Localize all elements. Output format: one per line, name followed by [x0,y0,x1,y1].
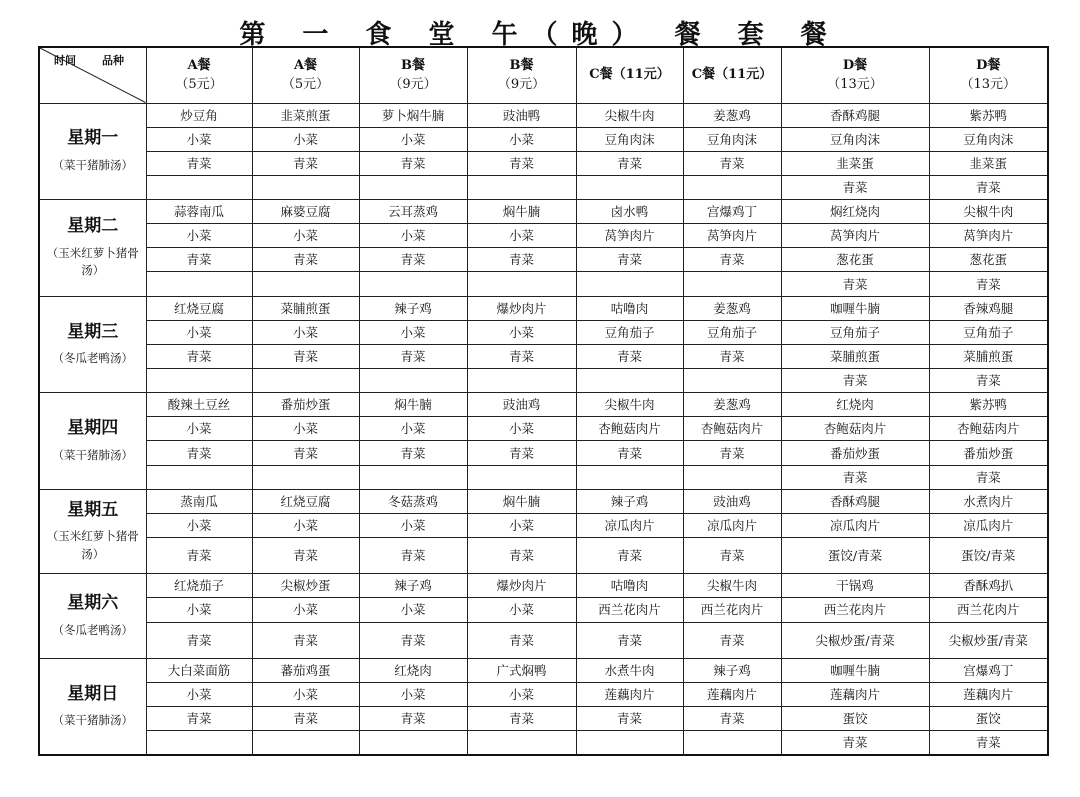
dish-cell: 青菜 [359,441,467,465]
dish-cell [252,175,359,199]
dish-cell: 辣子鸡 [359,574,467,598]
table-row [39,622,1048,658]
dish-cell: 尖椒炒蛋 [252,574,359,598]
dish-cell: 小菜 [146,513,252,537]
dish-cell: 小菜 [146,598,252,622]
dish-cell [576,272,683,296]
dish-cell [683,369,781,393]
header-cell [929,47,1048,103]
dish-cell: 尖椒牛肉 [929,200,1048,224]
dish-cell [146,369,252,393]
dish-cell: 青菜 [576,622,683,658]
dish-cell [359,369,467,393]
dish-cell: 青菜 [146,538,252,574]
dish-cell: 小菜 [467,224,576,248]
dish-cell: 青菜 [146,248,252,272]
dish-cell: 爆炒肉片 [467,296,576,320]
table-row [39,489,1048,513]
dish-cell: 小菜 [252,598,359,622]
dish-cell: 小菜 [359,320,467,344]
table-row [39,103,1048,127]
dish-cell: 青菜 [683,622,781,658]
dish-cell: 小菜 [252,320,359,344]
dish-cell: 红烧肉 [359,658,467,682]
day-cell [39,489,146,574]
dish-cell: 宫爆鸡丁 [929,658,1048,682]
dish-cell: 小菜 [252,224,359,248]
meal-name: A餐 [187,57,211,73]
header-cell [683,47,781,103]
dish-cell: 杏鲍菇肉片 [683,417,781,441]
dish-cell: 豉油鸭 [467,103,576,127]
dish-cell: 焖牛腩 [467,200,576,224]
table-row [39,272,1048,296]
dish-cell: 小菜 [467,127,576,151]
dish-cell: 香酥鸡腿 [781,103,929,127]
day-label: 星期一 [67,128,119,149]
dish-cell: 番茄炒蛋 [252,393,359,417]
dish-cell: 小菜 [252,127,359,151]
dish-cell: 凉瓜肉片 [929,513,1048,537]
menu-body [39,103,1048,755]
dish-cell: 焖牛腩 [467,489,576,513]
dish-cell: 青菜 [252,151,359,175]
dish-cell: 爆炒肉片 [467,574,576,598]
day-cell [39,296,146,393]
meal-price: （13元） [827,77,883,93]
dish-cell: 紫苏鸭 [929,103,1048,127]
menu-table [38,46,1049,756]
dish-cell: 蛋饺/青菜 [929,538,1048,574]
meal-price: （9元） [389,77,437,93]
dish-cell: 小菜 [252,417,359,441]
dish-cell: 青菜 [467,344,576,368]
dish-cell: 青菜 [929,369,1048,393]
dish-cell: 焖牛腩 [359,393,467,417]
dish-cell: 西兰花肉片 [781,598,929,622]
dish-cell: 青菜 [467,441,576,465]
dish-cell: 小菜 [252,682,359,706]
dish-cell: 青菜 [781,272,929,296]
dish-cell: 冬菇蒸鸡 [359,489,467,513]
dish-cell: 青菜 [781,175,929,199]
dish-cell: 青菜 [683,344,781,368]
dish-cell: 小菜 [467,598,576,622]
dish-cell: 青菜 [252,707,359,731]
header-cell [146,47,252,103]
corner-time-label: 时间 [54,54,76,67]
dish-cell: 蒸南瓜 [146,489,252,513]
dish-cell: 辣子鸡 [683,658,781,682]
dish-cell: 豆角肉沫 [683,127,781,151]
dish-cell: 小菜 [359,598,467,622]
dish-cell: 蒜蓉南瓜 [146,200,252,224]
dish-cell: 杏鲍菇肉片 [781,417,929,441]
dish-cell: 菜脯煎蛋 [252,296,359,320]
dish-cell [467,731,576,755]
table-row [39,224,1048,248]
dish-cell: 尖椒炒蛋/青菜 [781,622,929,658]
dish-cell: 尖椒炒蛋/青菜 [929,622,1048,658]
dish-cell: 凉瓜肉片 [781,513,929,537]
header-cell [781,47,929,103]
table-row [39,151,1048,175]
dish-cell: 青菜 [683,441,781,465]
table-row [39,538,1048,574]
dish-cell [252,731,359,755]
dish-cell: 青菜 [576,441,683,465]
dish-cell: 青菜 [576,151,683,175]
dish-cell: 青菜 [683,151,781,175]
dish-cell: 咖喱牛腩 [781,658,929,682]
dish-cell: 麻婆豆腐 [252,200,359,224]
meal-price: （5元） [175,77,223,93]
dish-cell: 青菜 [252,441,359,465]
day-label: 星期六 [67,593,119,614]
meal-name: C餐（11元） [589,67,670,83]
soup-label: （菜干猪肺汤） [52,157,133,172]
dish-cell: 卤水鸭 [576,200,683,224]
dish-cell [576,731,683,755]
table-row [39,574,1048,598]
dish-cell: 云耳蒸鸡 [359,200,467,224]
day-label: 星期日 [67,683,119,704]
dish-cell: 韭菜煎蛋 [252,103,359,127]
dish-cell: 水煮肉片 [929,489,1048,513]
table-row [39,344,1048,368]
dish-cell: 红烧豆腐 [146,296,252,320]
table-row [39,465,1048,489]
day-cell [39,574,146,659]
dish-cell [576,369,683,393]
corner-header-cell [39,47,146,103]
dish-cell [683,175,781,199]
dish-cell [252,465,359,489]
header-row [39,47,1048,103]
soup-label: （冬瓜老鸭汤） [52,350,133,365]
dish-cell: 莲藕肉片 [781,682,929,706]
corner-item-label: 品种 [102,54,124,67]
dish-cell: 青菜 [929,175,1048,199]
dish-cell: 小菜 [359,513,467,537]
dish-cell [467,465,576,489]
dish-cell [467,175,576,199]
table-row [39,248,1048,272]
dish-cell: 豆角肉沫 [576,127,683,151]
dish-cell: 番茄炒蛋 [929,441,1048,465]
dish-cell: 酸辣土豆丝 [146,393,252,417]
meal-price: （5元） [281,77,330,93]
table-row [39,682,1048,706]
dish-cell: 香酥鸡扒 [929,574,1048,598]
dish-cell: 水煮牛肉 [576,658,683,682]
dish-cell: 蛋饺 [929,707,1048,731]
dish-cell [146,175,252,199]
table-row [39,175,1048,199]
dish-cell: 蛋饺 [781,707,929,731]
dish-cell: 萝卜焖牛腩 [359,103,467,127]
dish-cell [252,272,359,296]
meal-name: B餐 [509,57,534,73]
dish-cell: 韭菜蛋 [781,151,929,175]
dish-cell: 辣子鸡 [359,296,467,320]
dish-cell: 青菜 [146,441,252,465]
day-label: 星期五 [67,500,119,521]
dish-cell: 尖椒牛肉 [576,393,683,417]
dish-cell: 葱花蛋 [781,248,929,272]
soup-label: （冬瓜老鸭汤） [52,622,133,637]
dish-cell [683,272,781,296]
dish-cell: 小菜 [359,224,467,248]
dish-cell: 咖喱牛腩 [781,296,929,320]
dish-cell [576,465,683,489]
table-row [39,320,1048,344]
header-cell [576,47,683,103]
dish-cell: 小菜 [359,417,467,441]
dish-cell: 青菜 [359,344,467,368]
dish-cell: 青菜 [359,707,467,731]
dish-cell: 小菜 [146,417,252,441]
dish-cell: 青菜 [781,369,929,393]
dish-cell: 紫苏鸭 [929,393,1048,417]
soup-label: （玉米红萝卜猪骨汤） [46,245,139,278]
dish-cell: 炒豆角 [146,103,252,127]
dish-cell: 香辣鸡腿 [929,296,1048,320]
dish-cell: 青菜 [576,538,683,574]
dish-cell: 姜葱鸡 [683,393,781,417]
dish-cell: 青菜 [467,151,576,175]
dish-cell: 咕噜肉 [576,296,683,320]
dish-cell: 豉油鸡 [467,393,576,417]
dish-cell [683,465,781,489]
dish-cell: 青菜 [929,731,1048,755]
dish-cell: 青菜 [252,344,359,368]
dish-cell: 西兰花肉片 [576,598,683,622]
dish-cell: 青菜 [146,344,252,368]
dish-cell: 青菜 [576,344,683,368]
dish-cell: 青菜 [252,538,359,574]
dish-cell: 小菜 [252,513,359,537]
table-row [39,731,1048,755]
day-label: 星期四 [67,418,119,439]
dish-cell: 青菜 [359,538,467,574]
dish-cell: 蛋饺/青菜 [781,538,929,574]
day-cell [39,103,146,200]
table-row [39,707,1048,731]
dish-cell: 小菜 [146,224,252,248]
dish-cell: 小菜 [146,682,252,706]
dish-cell [146,272,252,296]
dish-cell: 蕃茄鸡蛋 [252,658,359,682]
table-row [39,393,1048,417]
meal-name: D餐 [976,57,1001,73]
header-cell [467,47,576,103]
dish-cell: 青菜 [576,707,683,731]
dish-cell: 辣子鸡 [576,489,683,513]
meal-name: D餐 [842,57,868,73]
day-label: 星期二 [67,216,119,237]
dish-cell: 青菜 [467,622,576,658]
dish-cell: 干锅鸡 [781,574,929,598]
dish-cell: 杏鲍菇肉片 [929,417,1048,441]
meal-price: （9元） [497,77,546,93]
dish-cell: 青菜 [576,248,683,272]
table-row [39,658,1048,682]
dish-cell: 菜脯煎蛋 [929,344,1048,368]
dish-cell: 莲藕肉片 [929,682,1048,706]
dish-cell: 豆角茄子 [576,320,683,344]
dish-cell: 葱花蛋 [929,248,1048,272]
header-cell [359,47,467,103]
meal-name: A餐 [293,57,318,73]
dish-cell: 青菜 [252,248,359,272]
dish-cell: 番茄炒蛋 [781,441,929,465]
dish-cell: 宫爆鸡丁 [683,200,781,224]
dish-cell: 莲藕肉片 [683,682,781,706]
table-row [39,296,1048,320]
day-cell [39,200,146,297]
header-cell [252,47,359,103]
dish-cell: 小菜 [359,127,467,151]
dish-cell [359,272,467,296]
dish-cell [576,175,683,199]
table-row [39,598,1048,622]
dish-cell: 莴笋肉片 [576,224,683,248]
dish-cell: 青菜 [359,151,467,175]
dish-cell: 豆角肉沫 [929,127,1048,151]
dish-cell: 青菜 [683,538,781,574]
dish-cell: 莲藕肉片 [576,682,683,706]
dish-cell: 豆角茄子 [929,320,1048,344]
dish-cell: 青菜 [781,465,929,489]
dish-cell: 青菜 [146,707,252,731]
dish-cell: 小菜 [467,513,576,537]
dish-cell: 青菜 [683,707,781,731]
day-label: 星期三 [67,321,119,342]
table-row [39,441,1048,465]
table-row [39,127,1048,151]
dish-cell: 红烧肉 [781,393,929,417]
dish-cell: 凉瓜肉片 [683,513,781,537]
dish-cell: 青菜 [359,622,467,658]
dish-cell: 杏鲍菇肉片 [576,417,683,441]
dish-cell: 西兰花肉片 [929,598,1048,622]
dish-cell [146,731,252,755]
dish-cell: 凉瓜肉片 [576,513,683,537]
dish-cell: 焖红烧肉 [781,200,929,224]
dish-cell [359,175,467,199]
dish-cell: 韭菜蛋 [929,151,1048,175]
dish-cell: 西兰花肉片 [683,598,781,622]
dish-cell: 青菜 [929,272,1048,296]
dish-cell: 小菜 [467,320,576,344]
dish-cell [252,369,359,393]
dish-cell: 青菜 [683,248,781,272]
dish-cell: 莴笋肉片 [929,224,1048,248]
dish-cell: 莴笋肉片 [683,224,781,248]
dish-cell: 青菜 [781,731,929,755]
dish-cell: 青菜 [146,151,252,175]
table-row [39,417,1048,441]
dish-cell: 豆角肉沫 [781,127,929,151]
dish-cell: 青菜 [252,622,359,658]
dish-cell: 青菜 [467,248,576,272]
dish-cell: 红烧茄子 [146,574,252,598]
dish-cell: 红烧豆腐 [252,489,359,513]
dish-cell [146,465,252,489]
dish-cell: 广式焖鸭 [467,658,576,682]
dish-cell [683,731,781,755]
soup-label: （菜干猪肺汤） [52,712,133,727]
dish-cell: 莴笋肉片 [781,224,929,248]
dish-cell [359,731,467,755]
dish-cell: 小菜 [467,417,576,441]
soup-label: （菜干猪肺汤） [52,447,133,462]
meal-name: C餐（11元） [691,67,773,83]
dish-cell: 香酥鸡腿 [781,489,929,513]
table-row [39,200,1048,224]
dish-cell: 小菜 [146,320,252,344]
dish-cell: 青菜 [467,538,576,574]
dish-cell: 小菜 [467,682,576,706]
dish-cell: 咕噜肉 [576,574,683,598]
dish-cell: 姜葱鸡 [683,103,781,127]
dish-cell: 豆角茄子 [683,320,781,344]
dish-cell: 青菜 [359,248,467,272]
meal-price: （13元） [960,77,1017,93]
table-row [39,369,1048,393]
dish-cell: 青菜 [467,707,576,731]
dish-cell [467,272,576,296]
soup-label: （玉米红萝卜猪骨汤） [46,529,139,561]
page-title: 第 一 食 堂 午（晚） 餐 套 餐 [239,20,841,50]
dish-cell [359,465,467,489]
day-cell [39,393,146,490]
dish-cell: 豉油鸡 [683,489,781,513]
table-row [39,513,1048,537]
dish-cell [467,369,576,393]
dish-cell: 青菜 [146,622,252,658]
dish-cell: 尖椒牛肉 [576,103,683,127]
meal-name: B餐 [401,57,425,73]
dish-cell: 小菜 [359,682,467,706]
dish-cell: 姜葱鸡 [683,296,781,320]
dish-cell: 豆角茄子 [781,320,929,344]
dish-cell: 青菜 [929,465,1048,489]
dish-cell: 尖椒牛肉 [683,574,781,598]
dish-cell: 小菜 [146,127,252,151]
dish-cell: 大白菜面筋 [146,658,252,682]
day-cell [39,658,146,755]
dish-cell: 菜脯煎蛋 [781,344,929,368]
